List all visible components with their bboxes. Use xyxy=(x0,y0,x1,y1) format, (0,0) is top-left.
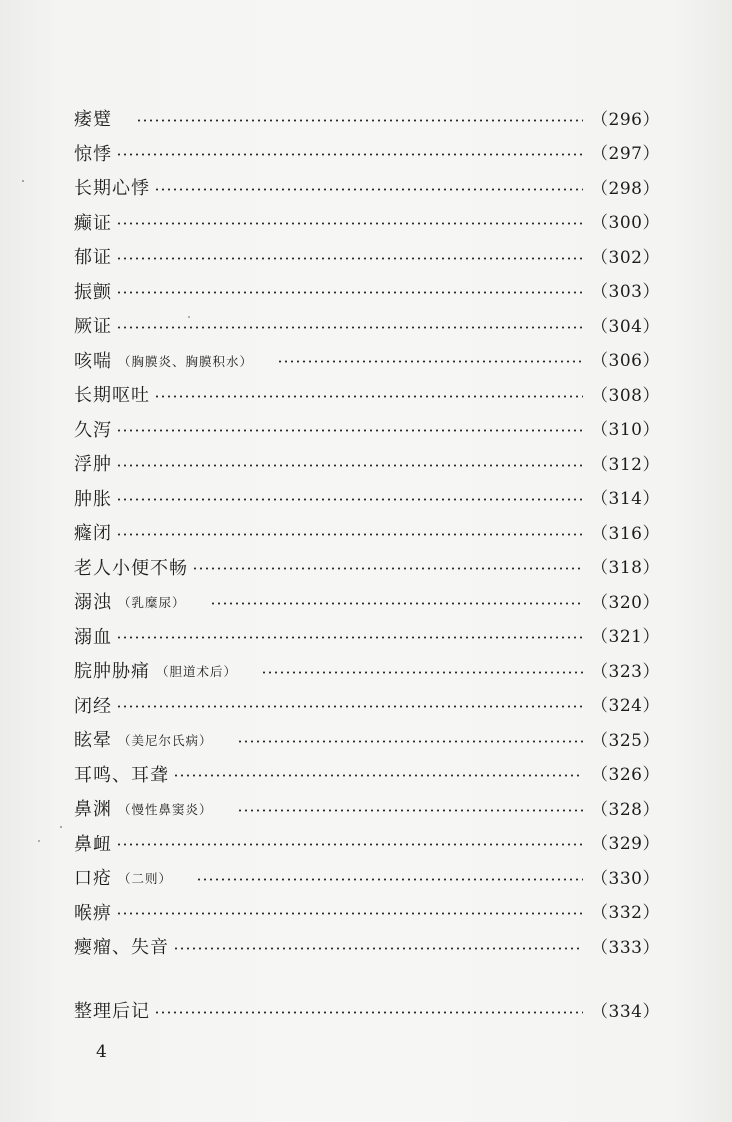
dot-leader xyxy=(237,740,584,743)
toc-entry xyxy=(74,690,660,725)
toc-entry xyxy=(74,759,660,794)
toc-entry-title: 瘿瘤、失音 xyxy=(74,937,169,959)
toc-entry-title: 惊悸 xyxy=(74,143,112,165)
toc-entry xyxy=(74,241,660,276)
toc-entry xyxy=(74,310,660,345)
toc-entry-page: （333） xyxy=(591,937,660,958)
toc-entry-title: 鼻渊 xyxy=(74,799,112,821)
toc-entry xyxy=(74,586,660,621)
toc-entry-afterword xyxy=(74,995,660,1030)
toc-entry-note: （胆道术后） xyxy=(156,664,238,679)
dot-leader xyxy=(237,809,584,812)
dot-leader xyxy=(116,257,583,260)
toc-entry xyxy=(74,517,660,552)
toc-entry-page: （325） xyxy=(591,730,660,751)
toc-entry-title: 溺血 xyxy=(74,626,112,648)
toc-entry-title: 脘肿胁痛 xyxy=(74,661,150,683)
toc-entry-page: （321） xyxy=(591,627,660,648)
toc-entry xyxy=(74,724,660,759)
dot-leader xyxy=(261,671,583,674)
toc-entry-page: （304） xyxy=(591,316,660,337)
toc-entry xyxy=(74,897,660,932)
dot-leader xyxy=(116,429,583,432)
toc-entry xyxy=(74,862,660,897)
dot-leader xyxy=(210,602,584,605)
toc-entry-page: （330） xyxy=(591,868,660,889)
dot-leader xyxy=(116,705,583,708)
toc-entry xyxy=(74,552,660,587)
toc-entry xyxy=(74,931,660,966)
toc-entry-title: 老人小便不畅 xyxy=(74,557,188,579)
toc-entry xyxy=(74,379,660,414)
dot-leader xyxy=(116,843,583,846)
toc-entry-page: （316） xyxy=(591,523,660,544)
dot-leader xyxy=(116,912,583,915)
dot-leader xyxy=(154,188,583,191)
toc-entry-title: 癃闭 xyxy=(74,523,112,545)
dot-leader xyxy=(196,878,583,881)
dot-leader xyxy=(277,360,583,363)
toc-entry-page: （308） xyxy=(591,385,660,406)
toc-entry-title: 厥证 xyxy=(74,316,112,338)
toc-entry-page: （302） xyxy=(591,247,660,268)
toc-entry-page: （334） xyxy=(591,1001,660,1022)
toc-entry-note: （胸膜炎、胸膜积水） xyxy=(118,353,254,369)
dot-leader xyxy=(116,498,583,501)
toc-entry-title: 耳鸣、耳聋 xyxy=(74,764,169,786)
dot-leader xyxy=(173,947,583,950)
toc-entry xyxy=(74,621,660,656)
toc-entry-title: 闭经 xyxy=(74,695,112,717)
page-number: 4 xyxy=(96,1042,107,1062)
dot-leader xyxy=(136,119,583,122)
toc-entry xyxy=(74,276,660,311)
dot-leader xyxy=(173,774,583,777)
toc-entry-note: （美尼尔氏病） xyxy=(118,733,213,748)
toc-entry-title: 肿胀 xyxy=(74,488,112,510)
toc-entry-page: （306） xyxy=(591,351,660,372)
toc-entry-title: 长期心悸 xyxy=(74,178,150,200)
toc-entry-note: （二则） xyxy=(118,871,173,886)
toc-entry-title: 咳喘 xyxy=(74,350,112,372)
toc-entry-page: （324） xyxy=(591,696,660,717)
toc-entry-title: 眩晕 xyxy=(74,730,112,752)
toc-entry xyxy=(74,448,660,483)
toc-entry-title: 浮肿 xyxy=(74,454,112,476)
dot-leader xyxy=(116,153,583,156)
toc-entry-page: （310） xyxy=(591,420,660,441)
toc-entry-title: 长期呕吐 xyxy=(74,385,150,407)
toc-entry-page: （332） xyxy=(591,903,660,924)
toc-entry-page: （320） xyxy=(591,592,660,613)
toc-entry-title: 振颤 xyxy=(74,281,112,303)
toc-entry-title: 郁证 xyxy=(74,247,112,269)
dot-leader xyxy=(116,291,583,294)
toc-entry xyxy=(74,172,660,207)
toc-entry-note: （慢性鼻窦炎） xyxy=(118,802,213,817)
toc-entry-title: 喉痹 xyxy=(74,902,112,924)
toc-entry xyxy=(74,345,660,380)
toc-entry-page: （303） xyxy=(591,282,660,303)
toc-entry-note: （乳糜尿） xyxy=(118,595,186,610)
toc-entry-page: （298） xyxy=(591,178,660,199)
toc-entry-title: 痿躄 xyxy=(74,109,112,131)
toc-entry xyxy=(74,655,660,690)
toc-entry-title: 整理后记 xyxy=(74,1001,150,1023)
dot-leader xyxy=(116,464,583,467)
dot-leader xyxy=(154,1011,583,1014)
dot-leader xyxy=(116,636,583,639)
toc-entry-page: （297） xyxy=(591,144,660,165)
toc-entry xyxy=(74,207,660,242)
toc-entry-title: 癫证 xyxy=(74,212,112,234)
dot-leader xyxy=(116,222,583,225)
dot-leader xyxy=(192,567,583,570)
toc-entry-page: （326） xyxy=(591,765,660,786)
toc-entry-title: 鼻衄 xyxy=(74,833,112,855)
toc-entry-title: 溺浊 xyxy=(74,592,112,614)
toc-entry xyxy=(74,103,660,138)
toc-entry-page: （318） xyxy=(591,558,660,579)
toc-entry xyxy=(74,828,660,863)
dot-leader xyxy=(154,395,583,398)
toc-entry xyxy=(74,138,660,173)
toc-entry-page: （323） xyxy=(591,661,660,682)
toc-entry-page: （296） xyxy=(591,109,660,130)
toc-entry-page: （314） xyxy=(591,489,660,510)
toc-entry-page: （329） xyxy=(591,834,660,855)
toc-entry-title: 久泻 xyxy=(74,419,112,441)
toc-entry xyxy=(74,793,660,828)
toc-entry xyxy=(74,483,660,518)
dot-leader xyxy=(116,533,583,536)
toc-entry-title: 口疮 xyxy=(74,868,112,890)
table-of-contents xyxy=(74,103,660,966)
dot-leader xyxy=(116,326,583,329)
toc-entry xyxy=(74,414,660,449)
toc-entry-page: （312） xyxy=(591,454,660,475)
toc-entry-page: （300） xyxy=(591,213,660,234)
toc-entry-page: （328） xyxy=(591,799,660,820)
